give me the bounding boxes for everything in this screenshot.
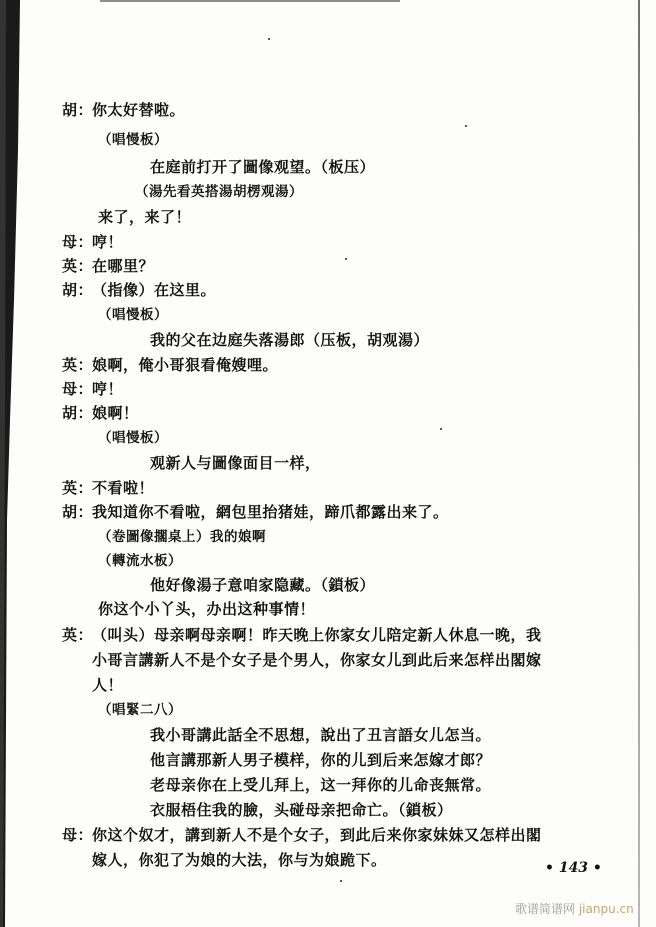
script-line: 胡：我知道你不看啦，網包里抬猪娃，蹄爪都露出来了。 xyxy=(62,503,449,521)
script-line-continued: 小哥言講新人不是个女子是个男人，你家女儿到此后来怎样出閣嫁 xyxy=(92,651,542,669)
script-line: 英：不看啦！ xyxy=(62,479,155,497)
script-line: 胡：（指像）在这里。 xyxy=(62,281,217,299)
page-number: • 143 • xyxy=(545,860,602,876)
script-line-continued: 人！ xyxy=(92,676,124,694)
script-line: 英：（叫头）母亲啊母亲啊！昨天晚上你家女儿陪定新人休息一晚，我 xyxy=(62,626,542,644)
script-line: 母：哼！ xyxy=(62,380,124,398)
watermark: 歌谱简谱网 jianpu.cn xyxy=(515,902,634,916)
lyric-line: 老母亲你在上受儿拜上，这一拜你的儿命丧無常。 xyxy=(150,776,492,794)
stage-direction: （轉流水板） xyxy=(98,553,182,569)
script-line: 母：你这个奴才，講到新人不是个女子，到此后来你家妹妹又怎样出閣 xyxy=(62,826,542,844)
lyric-line: 衣服梧住我的臉，头碰母亲把命亡。（鎖板） xyxy=(150,801,453,819)
scan-speck xyxy=(440,428,442,430)
scan-binding-shadow xyxy=(0,0,24,927)
lyric-line: 我的父在边庭失落湯郎（压板，胡观湯） xyxy=(150,331,430,349)
lyric-line: 他言講那新人男子模样，你的儿到后来怎嫁才郎？ xyxy=(150,751,492,769)
stage-direction: （唱慢板） xyxy=(98,132,168,148)
scan-speck xyxy=(340,880,342,882)
script-line: 胡：你太好替啦。 xyxy=(62,101,186,119)
script-line: 母：哼！ xyxy=(62,233,124,251)
scan-top-edge xyxy=(100,0,400,2)
lyric-line: 我小哥講此話全不思想，說出了丑言語女儿怎当。 xyxy=(150,726,492,744)
script-line-continued: 嫁人，你犯了为娘的大法，你与为娘跪下。 xyxy=(92,851,387,869)
lyric-line: 他好像湯子意咱家隐藏。（鎖板） xyxy=(150,576,376,594)
scan-speck xyxy=(465,125,467,127)
stage-direction: （湯先看英搭湯胡楞观湯） xyxy=(135,184,303,200)
script-line: 你这个小丫头，办出这种事情！ xyxy=(98,600,316,618)
script-line: 胡：娘啊！ xyxy=(62,404,139,422)
stage-direction: （唱慢板） xyxy=(98,307,168,323)
stage-direction: （唱慢板） xyxy=(98,430,168,446)
script-line: 英：在哪里？ xyxy=(62,257,155,275)
lyric-line: 观新人与圖像面目一样， xyxy=(150,454,321,472)
script-line: 来了，来了！ xyxy=(98,208,192,226)
script-line: 英：娘啊，俺小哥狠看俺嫂哩。 xyxy=(62,356,279,374)
stage-direction: （唱緊二八） xyxy=(98,702,182,718)
scan-speck xyxy=(345,258,347,260)
scan-right-edge xyxy=(638,0,640,927)
stage-direction: （卷圖像擱桌上）我的娘啊 xyxy=(98,529,266,545)
lyric-line: 在庭前打开了圖像观望。（板压） xyxy=(150,158,376,176)
scan-speck xyxy=(268,38,270,40)
